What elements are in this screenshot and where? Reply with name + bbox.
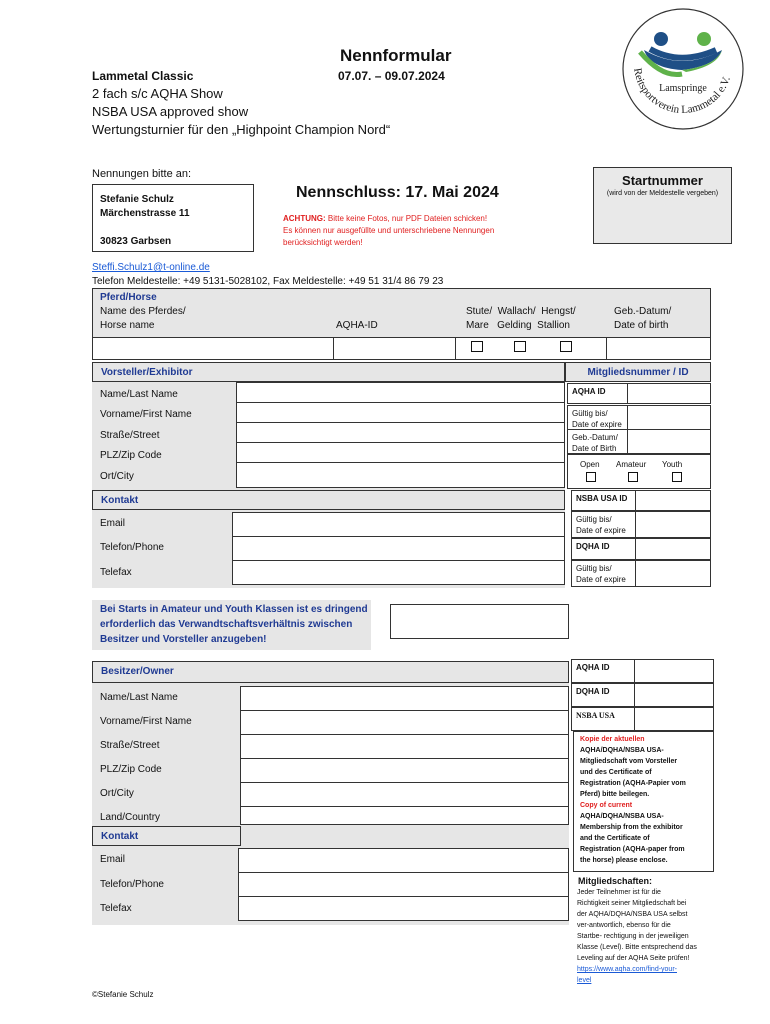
form-title: Nennformular [340, 46, 452, 65]
aqha-expire-label: Gültig bis/ Date of expire [567, 405, 628, 430]
memberships-line: Richtigkeit seiner Mitgliedschaft bei [577, 900, 687, 907]
phone-fax: Telefon Meldestelle: +49 5131-5028102, Fax Meldestelle: +49 51 31/4 86 79 23 [92, 276, 444, 287]
owner-nsba-label: NSBA USA [571, 707, 635, 731]
owner-email-label: Email [100, 854, 126, 865]
aqha-id-label: AQHA ID [567, 383, 628, 404]
warning-line-3: berücksichtigt werden! [283, 238, 363, 247]
dqha-expire-input[interactable] [635, 560, 711, 587]
stallion-checkbox[interactable] [560, 341, 572, 352]
owner-contact-title: Kontakt [92, 826, 241, 846]
relation-notice-line-2: erforderlich das Verwandtschaftsverhältnis zwischen [100, 619, 353, 630]
owner-city-input[interactable] [240, 782, 569, 807]
exhibitor-fax-input[interactable] [232, 560, 565, 585]
owner-dqha-id-label: DQHA ID [571, 683, 635, 707]
horse-name-label-en: Horse name [100, 320, 155, 331]
exhibitor-lastname-label: Name/Last Name [100, 389, 178, 400]
owner-street-input[interactable] [240, 734, 569, 759]
startnummer-box[interactable] [593, 167, 732, 244]
exhibitor-firstname-input[interactable] [236, 402, 565, 423]
horse-aqha-input[interactable] [333, 337, 456, 360]
youth-label: Youth [662, 460, 683, 469]
exhibitor-phone-input[interactable] [232, 536, 565, 561]
club-logo [620, 6, 746, 132]
exhibitor-street-label: Straße/Street [100, 430, 160, 441]
nsba-expire-label: Gültig bis/ Date of expire [571, 511, 636, 538]
exhibitor-dob-label: Geb.-Datum/ Date of Birth [567, 429, 628, 454]
copyright: ©Stefanie Schulz [92, 990, 154, 999]
horse-dob-label-en: Date of birth [614, 320, 669, 331]
owner-lastname-label: Name/Last Name [100, 692, 178, 703]
owner-fax-input[interactable] [238, 896, 569, 921]
memberships-line: ver-antwortlich, ebenso für die [577, 922, 671, 929]
exhibitor-city-input[interactable] [236, 462, 565, 488]
owner-country-label: Land/Country [100, 812, 161, 823]
owner-city-label: Ort/City [100, 788, 134, 799]
owner-email-input[interactable] [238, 848, 569, 873]
exhibitor-fax-label: Telefax [100, 567, 132, 578]
exhibitor-zip-label: PLZ/Zip Code [100, 450, 162, 461]
highpoint-note: Wertungsturnier für den „Highpoint Champion Nord“ [92, 122, 391, 137]
owner-zip-input[interactable] [240, 758, 569, 783]
address-box [92, 184, 254, 252]
aqha-level-link-cont[interactable]: level [577, 977, 592, 984]
owner-firstname-label: Vorname/First Name [100, 716, 192, 727]
owner-lastname-input[interactable] [240, 686, 569, 711]
exhibitor-dob-input[interactable] [627, 429, 711, 454]
logo-ring-text: Reitsportverein Lammetal e.V. [631, 67, 733, 117]
aqha-expire-input[interactable] [627, 405, 711, 430]
horse-name-input[interactable] [92, 337, 334, 360]
warning-line-2: Es können nur ausgefüllte und unterschriebene Nennungen [283, 226, 495, 235]
dqha-id-input[interactable] [635, 538, 711, 560]
deadline-title: Nennschluss: 17. Mai 2024 [296, 184, 499, 201]
exhibitor-phone-label: Telefon/Phone [100, 542, 164, 553]
logo-town: Lamspringe [659, 83, 707, 94]
owner-phone-label: Telefon/Phone [100, 879, 164, 890]
nsba-approval: NSBA USA approved show [92, 104, 249, 119]
exhibitor-lastname-input[interactable] [236, 382, 565, 403]
horse-sex-label-en: Mare Gelding Stallion [466, 320, 570, 331]
exhibitor-firstname-label: Vorname/First Name [100, 409, 192, 420]
address-city: 30823 Garbsen [100, 236, 172, 247]
email-link[interactable]: Steffi.Schulz1@t-online.de [92, 262, 210, 273]
exhibitor-street-input[interactable] [236, 422, 565, 443]
owner-zip-label: PLZ/Zip Code [100, 764, 162, 775]
address-street: Märchenstrasse 11 [100, 208, 190, 219]
exhibitor-section-title: Vorsteller/Exhibitor [92, 362, 565, 382]
memberships-line: Leveling auf der AQHA Seite prüfen! [577, 955, 690, 962]
memberships-title: Mitgliedschaften: [578, 876, 653, 886]
owner-dqha-id-input[interactable] [634, 683, 714, 707]
mare-checkbox[interactable] [471, 341, 483, 352]
warning-line-1: ACHTUNG: Bitte keine Fotos, nur PDF Dateien schicken! [283, 214, 488, 223]
show-type: 2 fach s/c AQHA Show [92, 86, 223, 101]
horse-dob-label: Geb.-Datum/ [614, 306, 672, 317]
owner-nsba-input[interactable] [634, 707, 714, 731]
owner-street-label: Straße/Street [100, 740, 160, 751]
copy-note-en-title: Copy of current [580, 802, 633, 809]
relation-input[interactable] [390, 604, 569, 639]
relation-notice [92, 600, 371, 650]
show-name: Lammetal Classic [92, 69, 194, 83]
horse-dob-input[interactable] [606, 337, 711, 360]
open-checkbox[interactable] [586, 472, 596, 482]
address-intro: Nennungen bitte an: [92, 168, 192, 180]
startnummer-title: Startnummer [622, 173, 703, 188]
open-label: Open [580, 460, 600, 469]
memberships-line: Jeder Teilnehmer ist für die [577, 889, 661, 896]
address-name: Stefanie Schulz [100, 194, 174, 205]
horse-section-title: Pferd/Horse [100, 292, 157, 303]
dqha-expire-label: Gültig bis/ Date of expire [571, 560, 636, 587]
youth-checkbox[interactable] [672, 472, 682, 482]
owner-phone-input[interactable] [238, 872, 569, 897]
horse-name-label: Name des Pferdes/ [100, 306, 186, 317]
dqha-id-label: DQHA ID [571, 538, 636, 560]
nsba-id-input[interactable] [635, 490, 711, 511]
amateur-label: Amateur [616, 460, 647, 469]
owner-firstname-input[interactable] [240, 710, 569, 735]
amateur-checkbox[interactable] [628, 472, 638, 482]
memberships-line: Klasse (Level). Bitte entsprechend das [577, 944, 697, 951]
nsba-expire-input[interactable] [635, 511, 711, 538]
exhibitor-email-input[interactable] [232, 512, 565, 537]
aqha-id-input[interactable] [627, 383, 711, 404]
exhibitor-email-label: Email [100, 518, 126, 529]
copy-note: Kopie der aktuellen AQHA/DQHA/NSBA USA- Mitgliedschaft vom Vorsteller und des Certificate of Registration (AQHA-Papier vom Pferd) bitte beilegen. Copy of current AQHA/DQHA/NSBA USA- Membership from the exhibitor and the Certificate of Registration (AQHA-paper from the horse) please enclose. [573, 731, 714, 872]
exhibitor-zip-input[interactable] [236, 442, 565, 463]
exhibitor-contact-title: Kontakt [92, 490, 565, 510]
memberships-line: Startbe- rechtigung in der jeweiligen [577, 933, 689, 940]
aqha-level-link[interactable]: https://www.aqha.com/find-your- [577, 966, 677, 973]
exhibitor-city-label: Ort/City [100, 471, 134, 482]
owner-aqha-id-label: AQHA ID [571, 659, 635, 683]
owner-country-input[interactable] [240, 806, 569, 825]
copy-note-de-title: Kopie der aktuellen [580, 736, 645, 743]
relation-notice-line-1: Bei Starts in Amateur und Youth Klassen ist es dringend [100, 604, 368, 615]
horse-aqha-label: AQHA-ID [336, 320, 378, 331]
gelding-checkbox[interactable] [514, 341, 526, 352]
horse-sex-label: Stute/ Wallach/ Hengst/ [466, 306, 576, 317]
memberships-line: der AQHA/DQHA/NSBA USA selbst [577, 911, 688, 918]
relation-notice-line-3: Besitzer und Vorsteller anzugeben! [100, 634, 267, 645]
owner-aqha-id-input[interactable] [634, 659, 714, 683]
membership-section-title: Mitgliedsnummer / ID [565, 362, 711, 382]
owner-section-title: Besitzer/Owner [92, 661, 569, 683]
owner-fax-label: Telefax [100, 903, 132, 914]
show-dates: 07.07. – 09.07.2024 [338, 69, 445, 83]
startnummer-note: (wird von der Meldestelle vergeben) [606, 190, 719, 197]
nsba-id-label: NSBA USA ID [571, 490, 636, 511]
